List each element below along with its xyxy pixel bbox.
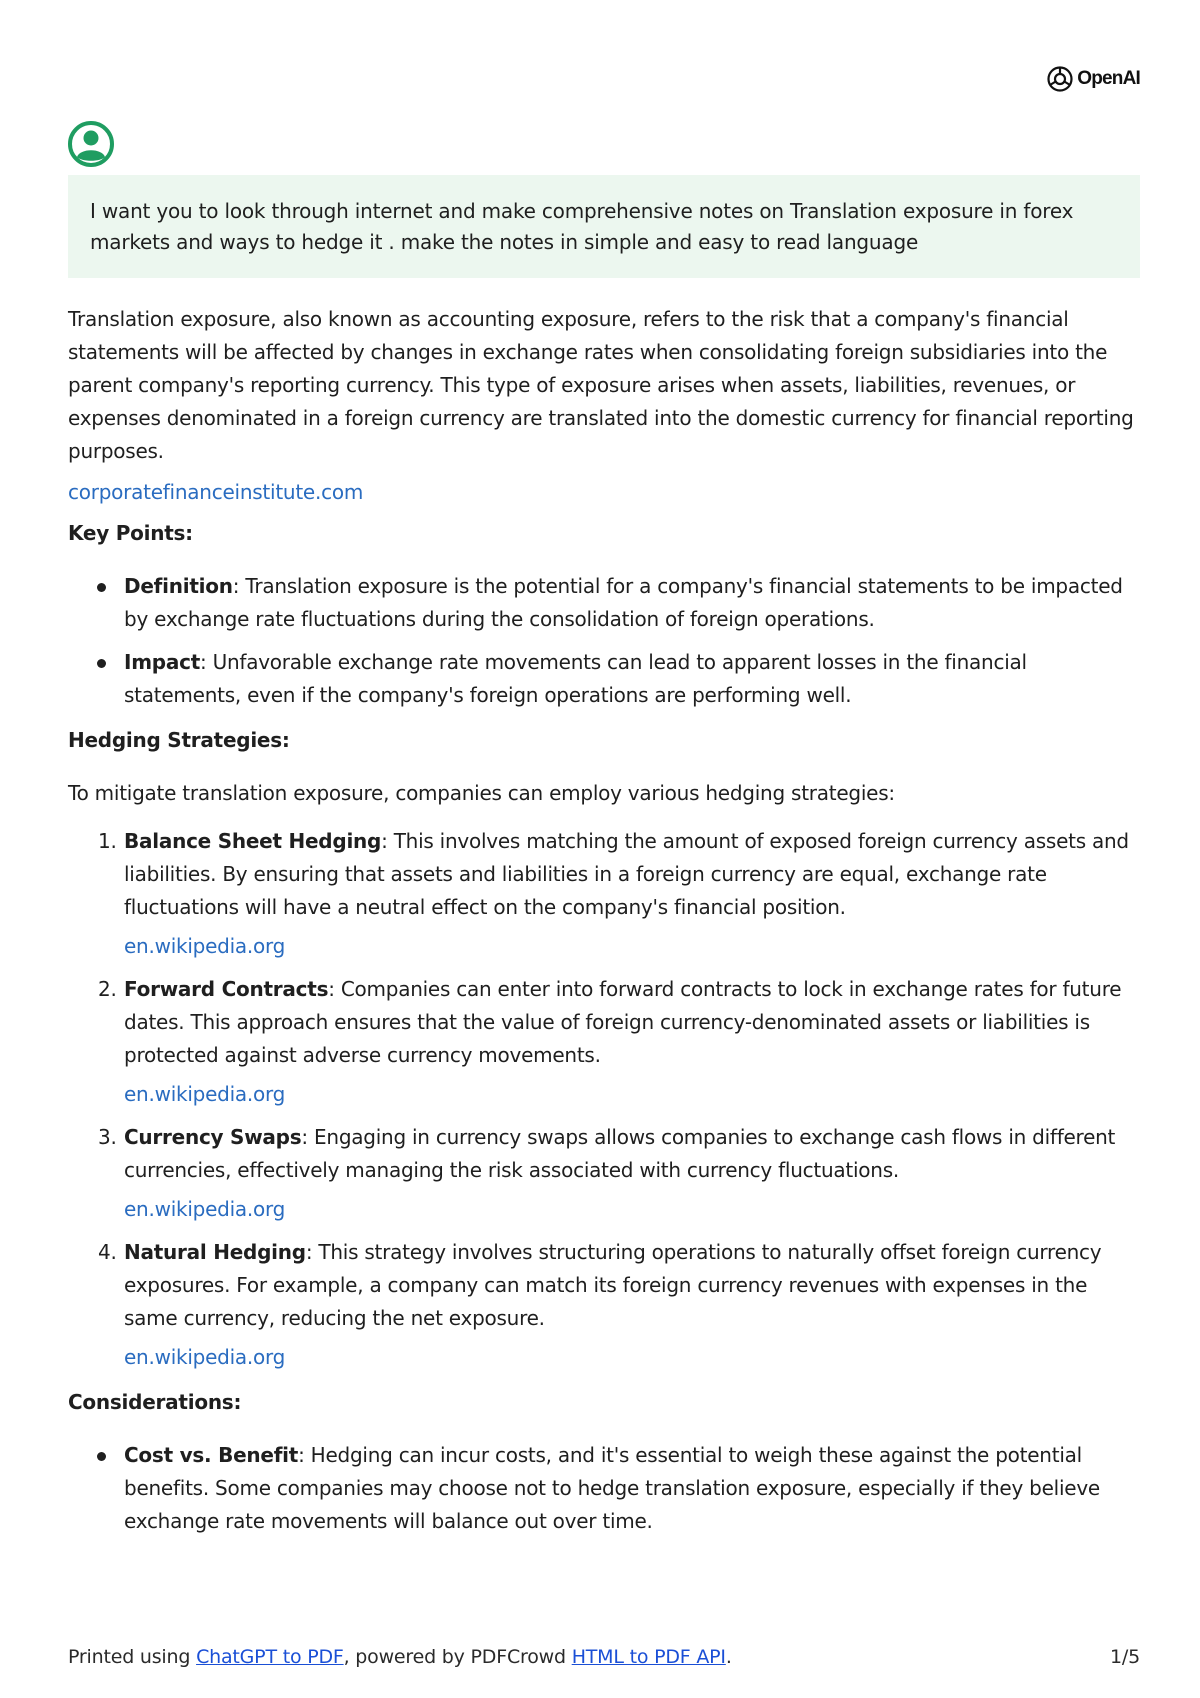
user-avatar-icon xyxy=(68,121,114,167)
footer-suffix: . xyxy=(725,1646,732,1668)
footer-prefix: Printed using xyxy=(68,1646,197,1668)
strategies-list xyxy=(68,825,1140,1374)
term: Currency Swaps xyxy=(124,1125,302,1149)
openai-wordmark: OpenAI xyxy=(1077,68,1140,89)
term: Natural Hedging xyxy=(124,1240,306,1264)
source-link[interactable]: en.wikipedia.org xyxy=(124,1197,286,1221)
hedging-intro: To mitigate translation exposure, companies can employ various hedging strategies: xyxy=(68,781,895,805)
item-number: 2. xyxy=(98,977,117,1001)
footer-credit xyxy=(68,1646,732,1668)
intro-paragraph: Translation exposure, also known as accounting exposure, refers to the risk that a company's financial statements will be affected by changes in exchange rates when consolidating foreign subsidiaries into the parent company's reporting currency. This type of exposure arises when assets, liabilities, revenues, or expenses denominated in a foreign currency are translated into the domestic currency for financial reporting purposes. xyxy=(68,307,1134,463)
source-link[interactable]: en.wikipedia.org xyxy=(124,934,286,958)
term: Definition xyxy=(124,574,233,598)
list-item xyxy=(68,825,1140,963)
key-points-heading: Key Points: xyxy=(68,521,193,545)
assistant-answer xyxy=(68,303,1140,1550)
term: Balance Sheet Hedging xyxy=(124,829,382,853)
description: : Companies can enter into forward contracts to lock in exchange rates for future dates. This approach ensures that the value of foreign currency-denominated assets or liabilities is protected against adverse currency movements. xyxy=(124,977,1122,1067)
hedging-heading: Hedging Strategies: xyxy=(68,728,290,752)
term: Cost vs. Benefit xyxy=(124,1443,299,1467)
item-number: 3. xyxy=(98,1125,117,1149)
openai-logo xyxy=(1047,66,1140,92)
item-number: 1. xyxy=(98,829,117,853)
user-prompt-box: I want you to look through internet and make comprehensive notes on Translation exposure in forex markets and ways to hedge it . make the notes in simple and easy to read language xyxy=(68,175,1140,278)
source-link[interactable]: corporatefinanceinstitute.com xyxy=(68,480,364,504)
list-item xyxy=(68,1439,1140,1538)
footer-middle: , powered by PDFCrowd xyxy=(343,1646,572,1668)
html-to-pdf-api-link[interactable]: HTML to PDF API xyxy=(571,1646,726,1668)
description: : This involves matching the amount of exposed foreign currency assets and liabilities. By ensuring that assets and liabilities in a foreign currency are equal, exchange rate fluctuations will have a neutral effect on the company's financial position. xyxy=(124,829,1129,919)
item-number: 4. xyxy=(98,1240,117,1264)
source-link[interactable]: en.wikipedia.org xyxy=(124,1345,286,1369)
page-footer xyxy=(68,1646,1140,1668)
considerations-heading: Considerations: xyxy=(68,1390,242,1414)
list-item xyxy=(68,570,1140,636)
list-item xyxy=(68,973,1140,1111)
description: : Unfavorable exchange rate movements can lead to apparent losses in the financial statements, even if the company's foreign operations are performing well. xyxy=(124,650,1027,707)
description: : This strategy involves structuring operations to naturally offset foreign currency exposures. For example, a company can match its foreign currency revenues with expenses in the same currency, reducing the net exposure. xyxy=(124,1240,1102,1330)
considerations-list xyxy=(68,1439,1140,1538)
term: Forward Contracts xyxy=(124,977,329,1001)
list-item xyxy=(68,1121,1140,1226)
source-link[interactable]: en.wikipedia.org xyxy=(124,1082,286,1106)
description: : Engaging in currency swaps allows companies to exchange cash flows in different currencies, effectively managing the risk associated with currency fluctuations. xyxy=(124,1125,1116,1182)
description: : Translation exposure is the potential for a company's financial statements to be impacted by exchange rate fluctuations during the consolidation of foreign operations. xyxy=(124,574,1123,631)
list-item xyxy=(68,1236,1140,1374)
page-number: 1/5 xyxy=(1110,1646,1140,1668)
description: : Hedging can incur costs, and it's essential to weigh these against the potential benefits. Some companies may choose not to hedge translation exposure, especially if they believe exchange rate movements will balance out over time. xyxy=(124,1443,1100,1533)
term: Impact xyxy=(124,650,201,674)
key-points-list xyxy=(68,570,1140,712)
openai-icon xyxy=(1047,66,1073,92)
document-page xyxy=(68,0,1140,1698)
list-item xyxy=(68,646,1140,712)
chatgpt-to-pdf-link[interactable]: ChatGPT to PDF xyxy=(196,1646,344,1668)
